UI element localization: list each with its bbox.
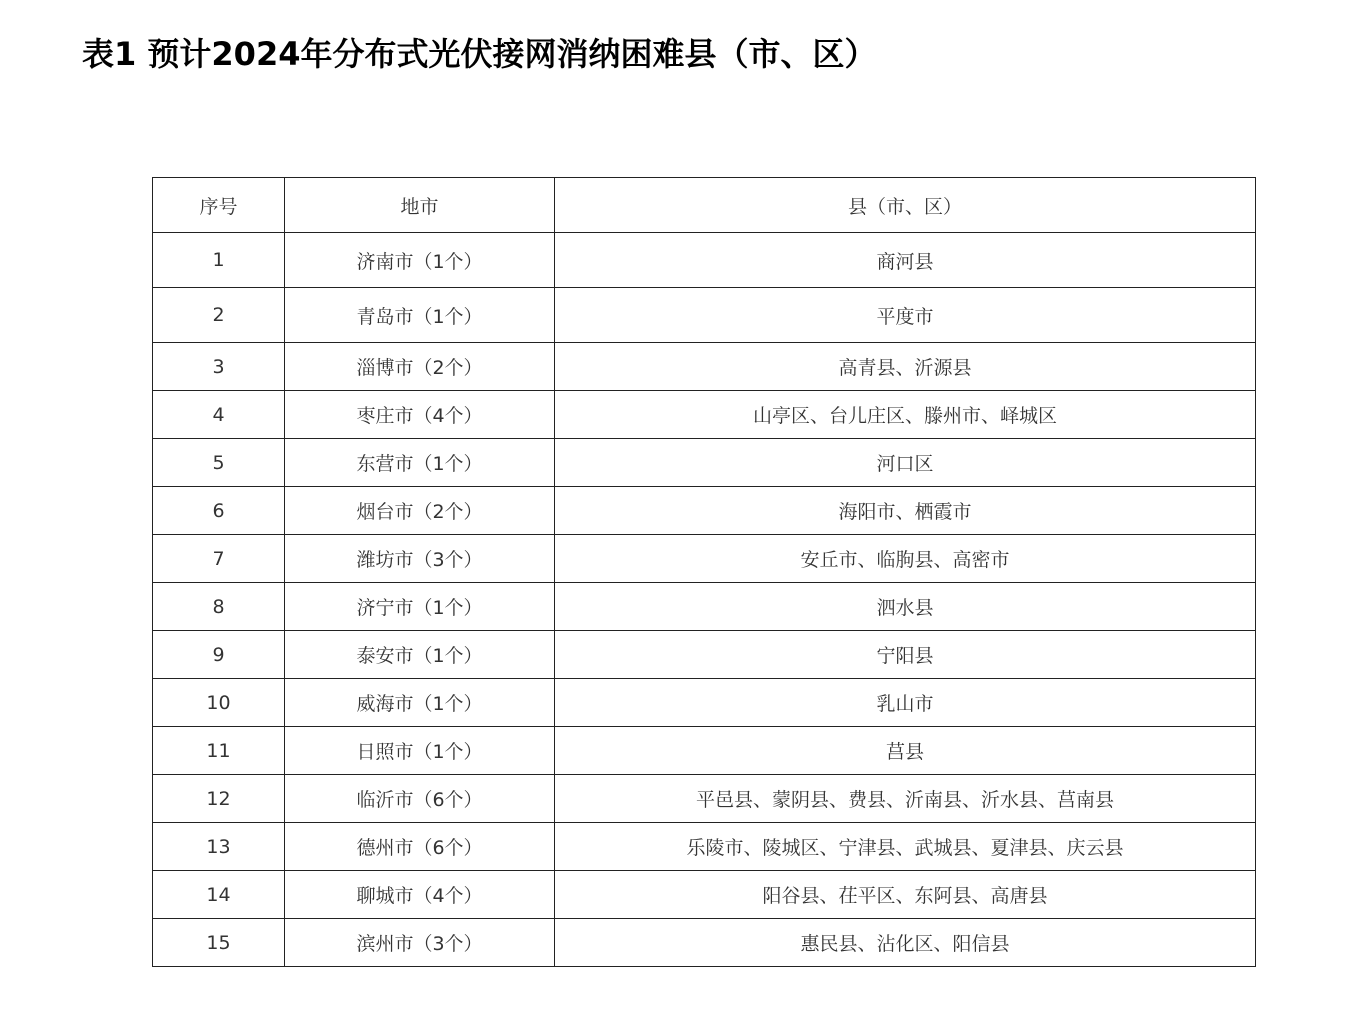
- cell-city: 青岛市（1个）: [285, 288, 555, 343]
- cell-city: 泰安市（1个）: [285, 631, 555, 679]
- table-row: [153, 679, 1256, 727]
- cell-counties: 安丘市、临朐县、高密市: [555, 535, 1256, 583]
- cell-city: 聊城市（4个）: [285, 871, 555, 919]
- cell-serial: 2: [153, 288, 285, 343]
- cell-serial: 14: [153, 871, 285, 919]
- cell-serial: 10: [153, 679, 285, 727]
- cell-city: 德州市（6个）: [285, 823, 555, 871]
- cell-counties: 海阳市、栖霞市: [555, 487, 1256, 535]
- cell-counties: 莒县: [555, 727, 1256, 775]
- cell-city: 济南市（1个）: [285, 233, 555, 288]
- cell-serial: 1: [153, 233, 285, 288]
- cell-counties: 乐陵市、陵城区、宁津县、武城县、夏津县、庆云县: [555, 823, 1256, 871]
- cell-counties: 惠民县、沾化区、阳信县: [555, 919, 1256, 967]
- table-row: [153, 487, 1256, 535]
- cell-counties: 平邑县、蒙阴县、费县、沂南县、沂水县、莒南县: [555, 775, 1256, 823]
- table-container: [152, 177, 1255, 967]
- table-row: [153, 535, 1256, 583]
- cell-city: 威海市（1个）: [285, 679, 555, 727]
- cell-serial: 3: [153, 343, 285, 391]
- column-header-counties: 县（市、区）: [555, 178, 1256, 233]
- cell-city: 潍坊市（3个）: [285, 535, 555, 583]
- cell-counties: 宁阳县: [555, 631, 1256, 679]
- table-header-row: [153, 178, 1256, 233]
- cell-serial: 8: [153, 583, 285, 631]
- column-header-serial: 序号: [153, 178, 285, 233]
- table-row: [153, 343, 1256, 391]
- cell-counties: 山亭区、台儿庄区、滕州市、峄城区: [555, 391, 1256, 439]
- cell-counties: 泗水县: [555, 583, 1256, 631]
- table-row: [153, 727, 1256, 775]
- cell-serial: 5: [153, 439, 285, 487]
- cell-serial: 7: [153, 535, 285, 583]
- table-row: [153, 871, 1256, 919]
- cell-city: 东营市（1个）: [285, 439, 555, 487]
- cell-serial: 9: [153, 631, 285, 679]
- table-row: [153, 233, 1256, 288]
- cell-serial: 15: [153, 919, 285, 967]
- column-header-city: 地市: [285, 178, 555, 233]
- cell-serial: 6: [153, 487, 285, 535]
- table-row: [153, 288, 1256, 343]
- page-title: 表1 预计2024年分布式光伏接网消纳困难县（市、区）: [82, 35, 877, 73]
- table-row: [153, 823, 1256, 871]
- table-row: [153, 631, 1256, 679]
- table-row: [153, 775, 1256, 823]
- cell-counties: 阳谷县、茌平区、东阿县、高唐县: [555, 871, 1256, 919]
- table-row: [153, 391, 1256, 439]
- cell-counties: 平度市: [555, 288, 1256, 343]
- cell-city: 淄博市（2个）: [285, 343, 555, 391]
- cell-city: 枣庄市（4个）: [285, 391, 555, 439]
- cell-counties: 商河县: [555, 233, 1256, 288]
- table-row: [153, 919, 1256, 967]
- county-table: [152, 177, 1256, 967]
- cell-counties: 河口区: [555, 439, 1256, 487]
- cell-city: 滨州市（3个）: [285, 919, 555, 967]
- cell-serial: 13: [153, 823, 285, 871]
- cell-counties: 乳山市: [555, 679, 1256, 727]
- cell-city: 济宁市（1个）: [285, 583, 555, 631]
- cell-city: 临沂市（6个）: [285, 775, 555, 823]
- cell-serial: 11: [153, 727, 285, 775]
- table-row: [153, 439, 1256, 487]
- cell-city: 日照市（1个）: [285, 727, 555, 775]
- cell-serial: 4: [153, 391, 285, 439]
- cell-city: 烟台市（2个）: [285, 487, 555, 535]
- cell-serial: 12: [153, 775, 285, 823]
- cell-counties: 高青县、沂源县: [555, 343, 1256, 391]
- table-row: [153, 583, 1256, 631]
